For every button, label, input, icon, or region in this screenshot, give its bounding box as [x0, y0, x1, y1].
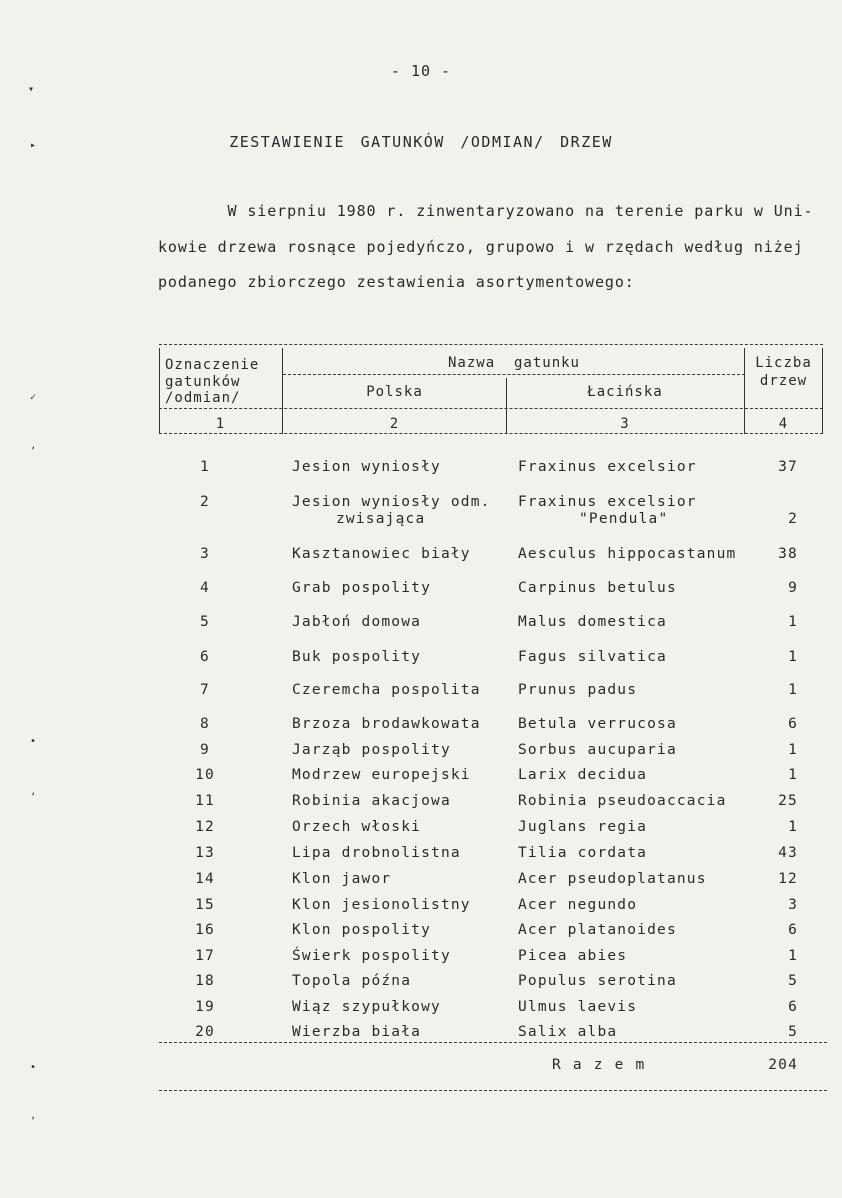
- cell-count: 25: [778, 793, 798, 809]
- header-number: 3: [620, 416, 630, 432]
- cell-number: 18: [195, 973, 215, 989]
- paragraph-line: W sierpniu 1980 r. zinwentaryzowano na terenie parku w Uni-: [158, 202, 814, 220]
- margin-mark: ▾: [28, 84, 35, 95]
- header-count: Liczba: [755, 355, 812, 371]
- cell-count: 6: [788, 716, 798, 732]
- paragraph-line: kowie drzewa rosnące pojedyńczo, grupowo i w rzędach według niżej: [158, 238, 804, 256]
- cell-number: 13: [195, 845, 215, 861]
- cell-polish: Topola późna: [292, 973, 412, 989]
- header-polish: Polska: [366, 384, 423, 400]
- cell-count: 5: [788, 973, 798, 989]
- cell-polish: Lipa drobnolistna: [292, 845, 461, 861]
- cell-count: 1: [788, 682, 798, 698]
- cell-number: 1: [200, 459, 210, 475]
- cell-latin: Fagus silvatica: [518, 649, 667, 665]
- cell-latin: "Pendula": [579, 511, 669, 527]
- cell-polish: Wierzba biała: [292, 1024, 422, 1040]
- cell-latin: Prunus padus: [518, 682, 638, 698]
- header-designation: gatunków: [165, 374, 241, 390]
- cell-number: 2: [200, 494, 210, 510]
- cell-latin: Larix decidua: [518, 767, 648, 783]
- cell-count: 5: [788, 1024, 798, 1040]
- header-number: 2: [389, 416, 400, 432]
- header-latin: Łacińska: [587, 384, 663, 400]
- cell-number: 9: [200, 742, 210, 758]
- cell-count: 3: [788, 897, 798, 913]
- cell-number: 14: [195, 871, 215, 887]
- cell-latin: Betula verrucosa: [518, 716, 677, 732]
- cell-number: 4: [200, 580, 210, 596]
- header-number: 1: [215, 416, 226, 432]
- table-bottom-line: [159, 1090, 827, 1091]
- page-title: ZESTAWIENIE GATUNKÓW /ODMIAN/ DRZEW: [229, 133, 613, 151]
- margin-mark: •: [30, 736, 37, 747]
- cell-latin: Ulmus laevis: [518, 999, 638, 1015]
- cell-number: 16: [195, 922, 215, 938]
- cell-number: 6: [200, 649, 210, 665]
- cell-count: 43: [778, 845, 798, 861]
- header-number: 4: [778, 416, 789, 432]
- cell-polish: Grab pospolity: [292, 580, 432, 596]
- cell-latin: Populus serotina: [518, 973, 677, 989]
- cell-latin: Robinia pseudoaccacia: [518, 793, 727, 809]
- cell-polish: Orzech włoski: [292, 819, 422, 835]
- cell-number: 11: [195, 793, 215, 809]
- cell-latin: Sorbus aucuparia: [518, 742, 677, 758]
- cell-latin: Acer pseudoplatanus: [518, 871, 707, 887]
- cell-number: 19: [195, 999, 215, 1015]
- cell-count: 1: [788, 649, 798, 665]
- cell-count: 6: [788, 999, 798, 1015]
- total-value: 204: [768, 1057, 798, 1073]
- cell-count: 1: [788, 819, 798, 835]
- cell-polish: Świerk pospolity: [292, 948, 451, 964]
- cell-latin: Fraxinus excelsior: [518, 459, 697, 475]
- cell-latin: Aesculus hippocastanum: [518, 546, 737, 562]
- cell-count: 1: [788, 948, 798, 964]
- cell-count: 6: [788, 922, 798, 938]
- cell-count: 1: [788, 614, 798, 630]
- cell-polish: Modrzew europejski: [292, 767, 471, 783]
- cell-polish: Jesion wyniosły odm.: [292, 494, 491, 510]
- cell-latin: Carpinus betulus: [518, 580, 677, 596]
- margin-mark: ✓: [30, 392, 37, 403]
- header-designation: Oznaczenie: [165, 357, 260, 373]
- cell-number: 5: [200, 614, 210, 630]
- cell-number: 17: [195, 948, 215, 964]
- cell-number: 8: [200, 716, 210, 732]
- paragraph-line: podanego zbiorczego zestawienia asortymentowego:: [158, 273, 635, 291]
- margin-mark: ʼ: [30, 446, 37, 457]
- cell-latin: Malus domestica: [518, 614, 667, 630]
- header-designation: /odmian/: [165, 390, 241, 406]
- cell-polish: Buk pospolity: [292, 649, 422, 665]
- cell-count: 1: [788, 742, 798, 758]
- cell-count: 38: [778, 546, 798, 562]
- cell-polish: Jabłoń domowa: [292, 614, 422, 630]
- cell-count: 9: [788, 580, 798, 596]
- page-number: - 10 -: [390, 62, 452, 80]
- cell-latin: Tilia cordata: [518, 845, 648, 861]
- cell-latin: Acer platanoides: [518, 922, 677, 938]
- cell-polish: Robinia akacjowa: [292, 793, 451, 809]
- cell-number: 7: [200, 682, 210, 698]
- cell-latin: Fraxinus excelsior: [518, 494, 697, 510]
- cell-polish: Jarząb pospolity: [292, 742, 451, 758]
- cell-polish: Klon pospolity: [292, 922, 432, 938]
- cell-polish: Klon jesionolistny: [292, 897, 471, 913]
- cell-latin: Acer negundo: [518, 897, 638, 913]
- cell-latin: Salix alba: [518, 1024, 618, 1040]
- table-divider: [159, 1042, 827, 1043]
- cell-number: 10: [195, 767, 215, 783]
- margin-mark: •: [30, 1062, 37, 1073]
- cell-number: 3: [200, 546, 210, 562]
- cell-polish: Kasztanowiec biały: [292, 546, 471, 562]
- cell-number: 12: [195, 819, 215, 835]
- cell-polish: Brzoza brodawkowata: [292, 716, 481, 732]
- total-label: R a z e m: [552, 1057, 646, 1073]
- cell-polish: Czeremcha pospolita: [292, 682, 481, 698]
- cell-polish: Wiąz szypułkowy: [292, 999, 441, 1015]
- header-species-name: Nazwa gatunku: [447, 355, 580, 371]
- margin-mark: ʼ: [30, 1116, 37, 1127]
- cell-number: 15: [195, 897, 215, 913]
- header-count: drzew: [759, 373, 808, 389]
- cell-count: 37: [778, 459, 798, 475]
- cell-count: 2: [788, 511, 798, 527]
- cell-latin: Juglans regia: [518, 819, 648, 835]
- margin-mark: ▸: [30, 140, 37, 151]
- cell-polish: zwisająca: [336, 511, 426, 527]
- cell-number: 20: [195, 1024, 215, 1040]
- cell-count: 12: [778, 871, 798, 887]
- cell-polish: Klon jawor: [292, 871, 392, 887]
- cell-count: 1: [788, 767, 798, 783]
- cell-latin: Picea abies: [518, 948, 628, 964]
- margin-mark: ʼ: [30, 792, 37, 803]
- cell-polish: Jesion wyniosły: [292, 459, 441, 475]
